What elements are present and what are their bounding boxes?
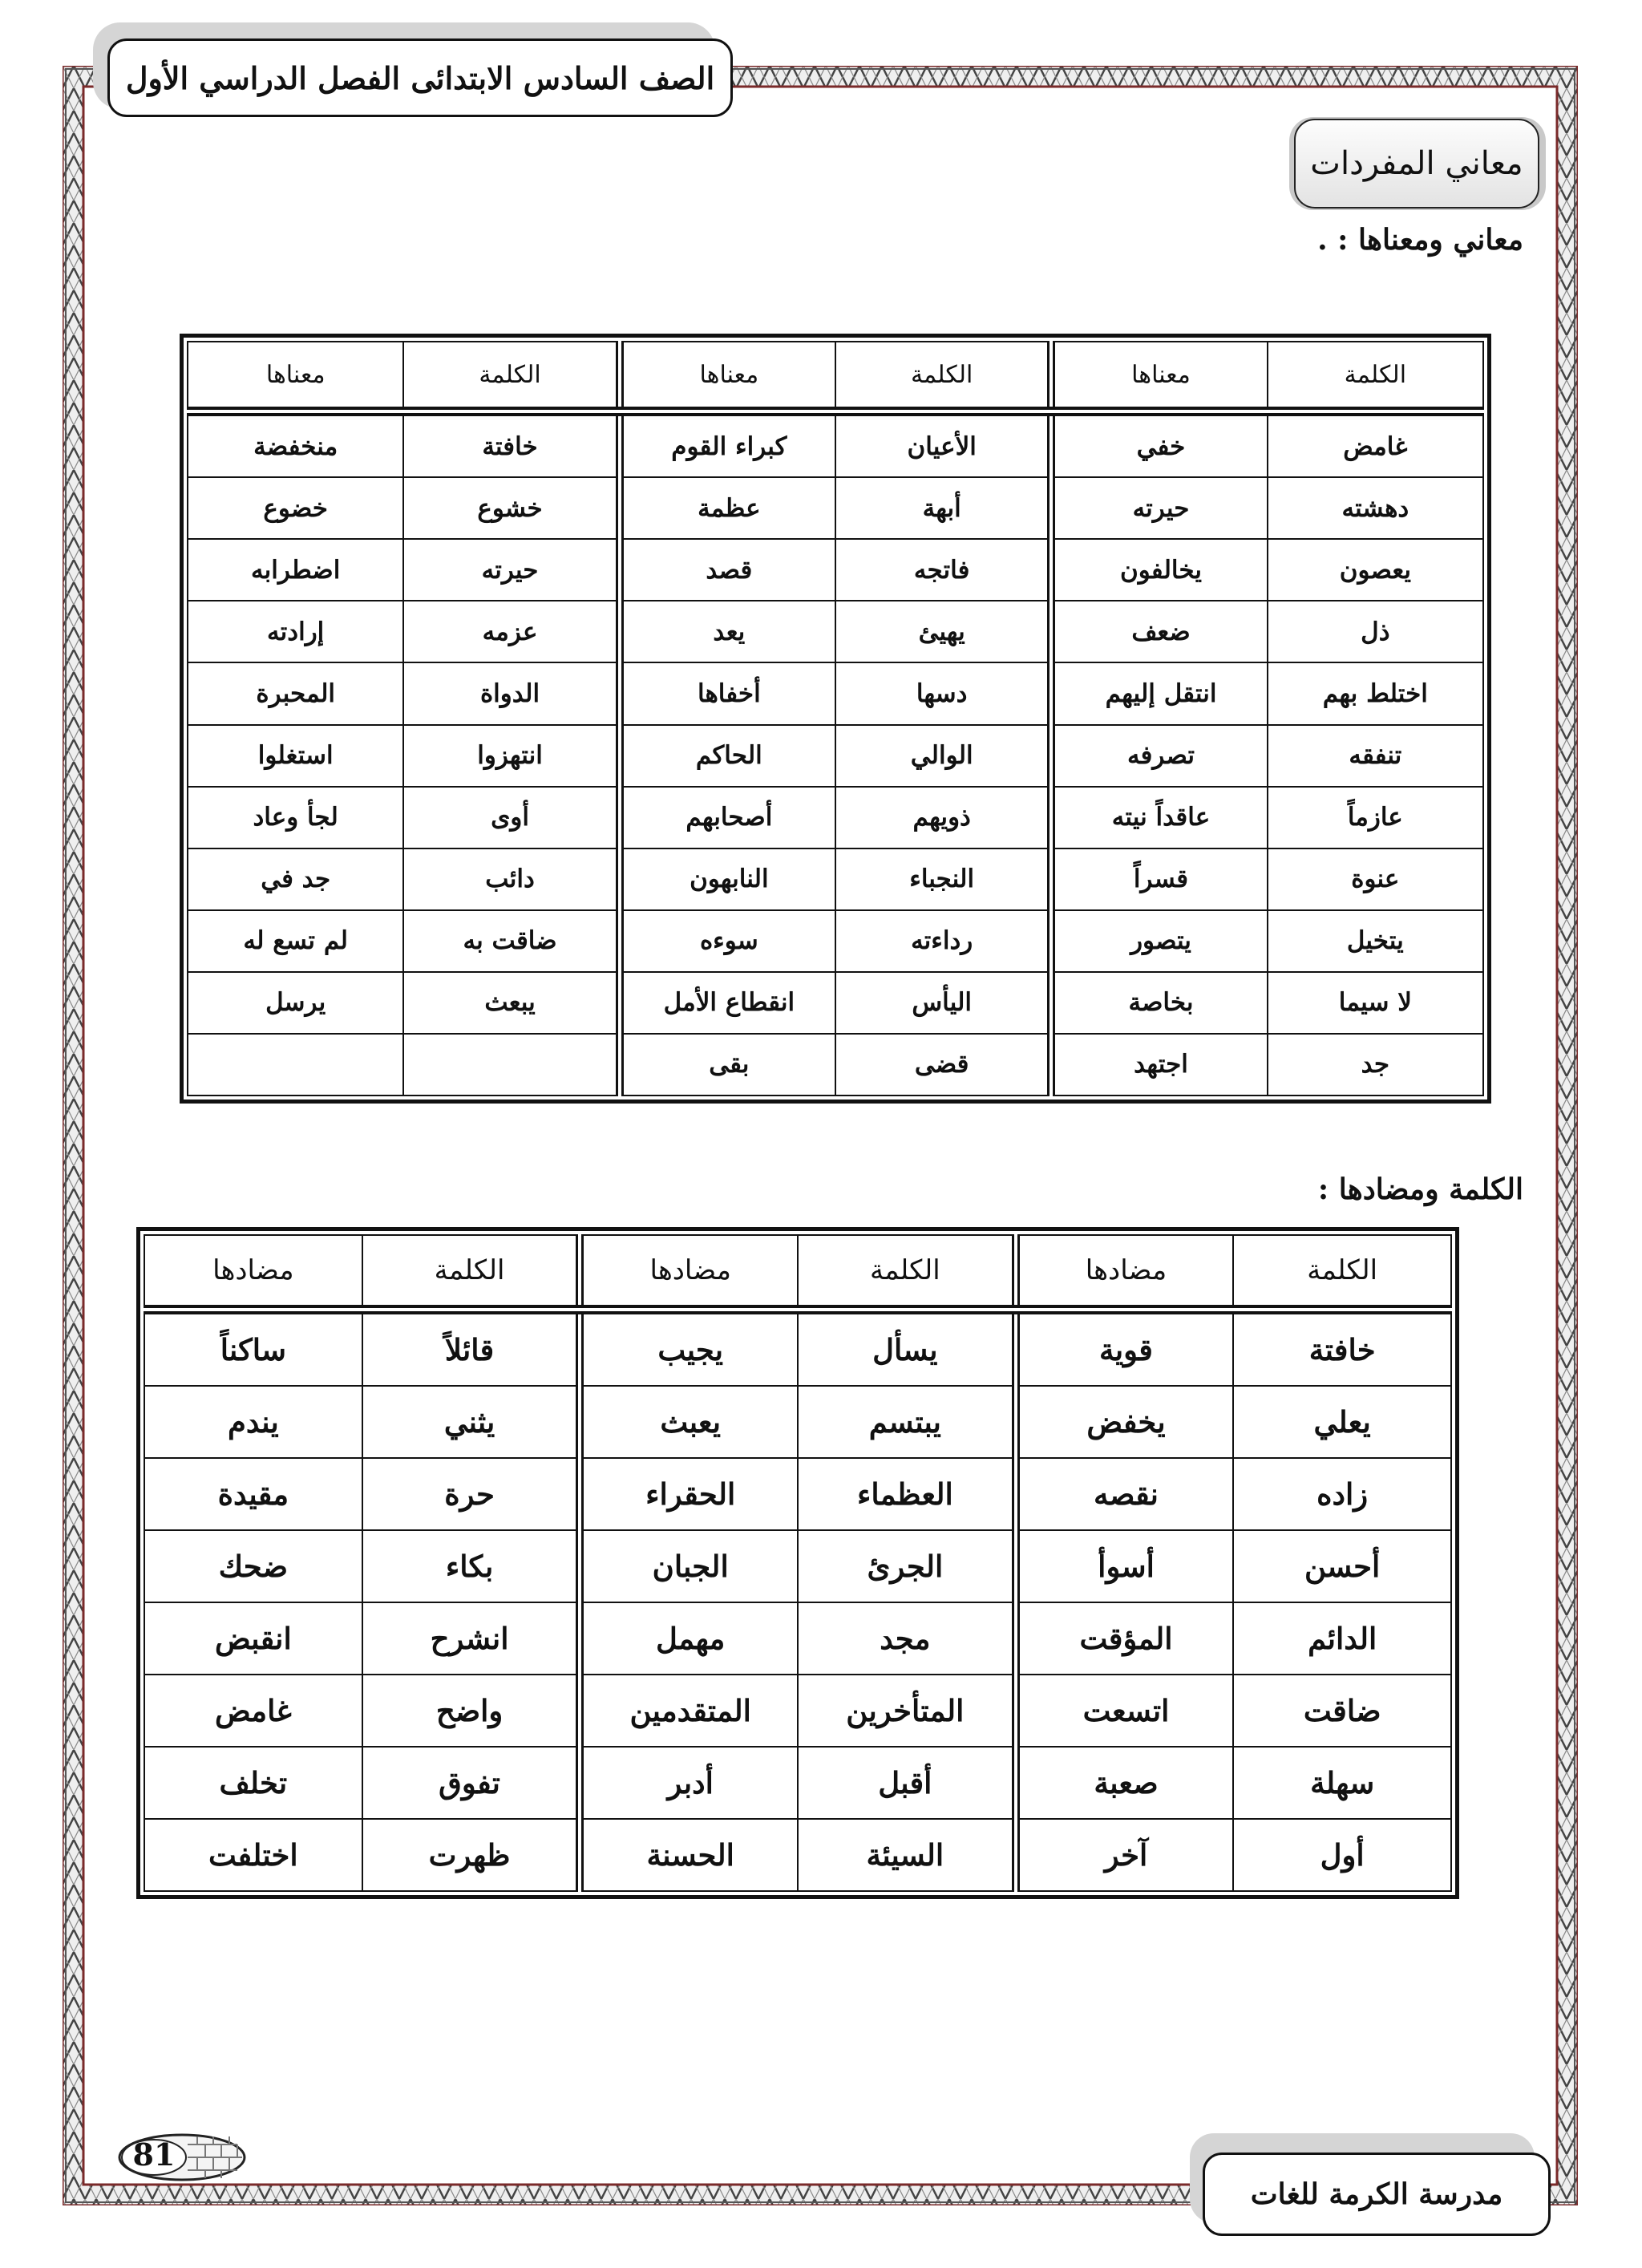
vocab-cell: انتقل إليهم: [1051, 662, 1267, 724]
vocab-cell: لم تسع له: [188, 910, 403, 972]
antonym-cell: يسأل: [798, 1310, 1016, 1386]
antonym-cell: ساكناً: [144, 1310, 362, 1386]
table-row: [144, 1819, 1451, 1891]
antonym-cell: قائلاً: [362, 1310, 580, 1386]
vocab-cell: خافتة: [403, 411, 619, 477]
antonym-cell: يثني: [362, 1386, 580, 1458]
antonym-cell: يعلي: [1233, 1386, 1451, 1458]
vocab-cell: ذويهم: [835, 787, 1051, 848]
vocab-cell: [188, 1034, 403, 1096]
vocab-cell: اجتهد: [1051, 1034, 1267, 1096]
antonym-cell: انشرح: [362, 1602, 580, 1675]
vocab-cell: تصرفه: [1051, 725, 1267, 787]
vocab-cell: الوالي: [835, 725, 1051, 787]
antonym-cell: أدبر: [580, 1747, 798, 1819]
vocab-header-cell: الكلمة: [403, 342, 619, 411]
table-row: [188, 601, 1483, 662]
antonym-cell: يندم: [144, 1386, 362, 1458]
antonym-cell: تخلف: [144, 1747, 362, 1819]
antonym-cell: اتسعت: [1016, 1675, 1234, 1747]
antonym-cell: يجيب: [580, 1310, 798, 1386]
table-row: [144, 1747, 1451, 1819]
vocab-cell: منخفضة: [188, 411, 403, 477]
antonym-cell: آخر: [1016, 1819, 1234, 1891]
antonym-cell: مقيدة: [144, 1458, 362, 1530]
vocab-cell: بقى: [620, 1034, 835, 1096]
vocab-cell: خفي: [1051, 411, 1267, 477]
vocab-cell: خشوع: [403, 477, 619, 539]
antonym-cell: أحسن: [1233, 1530, 1451, 1602]
antonym-header-cell: الكلمة: [798, 1235, 1016, 1310]
vocab-cell: لجأ وعاد: [188, 787, 403, 848]
vocab-cell: يخالفون: [1051, 539, 1267, 601]
vocab-cell: ذل: [1268, 601, 1483, 662]
table-row: [144, 1458, 1451, 1530]
antonym-cell: انقبض: [144, 1602, 362, 1675]
antonym-cell: يعبث: [580, 1386, 798, 1458]
vocab-cell: الأعيان: [835, 411, 1051, 477]
vocab-cell: يتصور: [1051, 910, 1267, 972]
vocab-cell: كبراء القوم: [620, 411, 835, 477]
antonym-cell: غامض: [144, 1675, 362, 1747]
vocab-cell: تنفقه: [1268, 725, 1483, 787]
antonym-cell: المتقدمين: [580, 1675, 798, 1747]
vocab-header-cell: الكلمة: [835, 342, 1051, 411]
vocab-cell: إرادته: [188, 601, 403, 662]
vocab-cell: يعد: [620, 601, 835, 662]
vocab-cell: يرسل: [188, 972, 403, 1034]
antonym-cell: أول: [1233, 1819, 1451, 1891]
vocab-cell: الدواة: [403, 662, 619, 724]
table-row: [188, 662, 1483, 724]
vocab-cell: حيرته: [1051, 477, 1267, 539]
antonym-cell: الجبان: [580, 1530, 798, 1602]
table-row: [188, 910, 1483, 972]
antonym-cell: بكاء: [362, 1530, 580, 1602]
vocab-cell: قسراً: [1051, 848, 1267, 910]
vocab-cell: دهشته: [1268, 477, 1483, 539]
vocab-cell: لا سيما: [1268, 972, 1483, 1034]
vocab-cell: دسها: [835, 662, 1051, 724]
antonym-header-cell: مضادها: [1016, 1235, 1234, 1310]
table-row: [144, 1602, 1451, 1675]
vocab-cell: استغلوا: [188, 725, 403, 787]
vocab-header-cell: معناها: [188, 342, 403, 411]
antonym-cell: ضحك: [144, 1530, 362, 1602]
table-row: [188, 411, 1483, 477]
vocab-cell: عزمه: [403, 601, 619, 662]
antonym-cell: واضح: [362, 1675, 580, 1747]
vocab-cell: النابهون: [620, 848, 835, 910]
vocab-cell: عنوة: [1268, 848, 1483, 910]
antonym-cell: اختلفت: [144, 1819, 362, 1891]
antonym-cell: المؤقت: [1016, 1602, 1234, 1675]
antonym-cell: أسوأ: [1016, 1530, 1234, 1602]
antonym-cell: سهلة: [1233, 1747, 1451, 1819]
vocab-cell: فاتجه: [835, 539, 1051, 601]
vocab-cell: اختلط بهم: [1268, 662, 1483, 724]
vocab-cell: بخاصة: [1051, 972, 1267, 1034]
vocab-cell: عاقداً نيته: [1051, 787, 1267, 848]
vocab-header-cell: معناها: [1051, 342, 1267, 411]
vocab-cell: عازماً: [1268, 787, 1483, 848]
vocab-table: [187, 341, 1484, 1096]
antonym-cell: المتأخرين: [798, 1675, 1016, 1747]
section-badge: معاني المفردات: [1294, 119, 1539, 209]
vocab-cell: غامض: [1268, 411, 1483, 477]
vocab-cell: ضاقت به: [403, 910, 619, 972]
antonym-cell: يخفض: [1016, 1386, 1234, 1458]
school-name: مدرسة الكرمة للغات: [1203, 2153, 1551, 2236]
antonym-cell: صعبة: [1016, 1747, 1234, 1819]
table-row: [188, 477, 1483, 539]
table-row: [188, 725, 1483, 787]
antonym-cell: يبتسم: [798, 1386, 1016, 1458]
vocab-cell: اضطرابه: [188, 539, 403, 601]
vocab-table-container: [180, 334, 1491, 1104]
page-number: 81: [132, 2136, 176, 2173]
vocab-cell: [403, 1034, 619, 1096]
antonym-header-cell: مضادها: [144, 1235, 362, 1310]
vocab-cell: جد في: [188, 848, 403, 910]
vocab-cell: حيرته: [403, 539, 619, 601]
vocab-cell: عظمة: [620, 477, 835, 539]
antonyms-section-title: الكلمة ومضادها :: [1317, 1172, 1523, 1206]
antonym-header-cell: الكلمة: [1233, 1235, 1451, 1310]
table-row: [188, 848, 1483, 910]
antonym-cell: الحسنة: [580, 1819, 798, 1891]
table-row: [188, 539, 1483, 601]
vocab-cell: الحاكم: [620, 725, 835, 787]
vocab-cell: انقطاع الأمل: [620, 972, 835, 1034]
antonym-cell: تفوق: [362, 1747, 580, 1819]
vocab-cell: ضعف: [1051, 601, 1267, 662]
antonym-cell: أقبل: [798, 1747, 1016, 1819]
antonym-cell: نقصه: [1016, 1458, 1234, 1530]
vocab-section-title: معاني ومعناها : .: [1317, 223, 1523, 257]
vocab-cell: يهيئ: [835, 601, 1051, 662]
antonym-cell: ظهرت: [362, 1819, 580, 1891]
antonym-cell: خافتة: [1233, 1310, 1451, 1386]
antonym-cell: مجد: [798, 1602, 1016, 1675]
vocab-header-cell: الكلمة: [1268, 342, 1483, 411]
vocab-cell: دائب: [403, 848, 619, 910]
table-row: [144, 1386, 1451, 1458]
table-row: [144, 1530, 1451, 1602]
antonym-cell: ضاقت: [1233, 1675, 1451, 1747]
vocab-cell: أصحابهم: [620, 787, 835, 848]
vocab-cell: يعصون: [1268, 539, 1483, 601]
table-row: [144, 1310, 1451, 1386]
vocab-cell: اليأس: [835, 972, 1051, 1034]
antonym-header-cell: مضادها: [580, 1235, 798, 1310]
vocab-cell: جد: [1268, 1034, 1483, 1096]
vocab-cell: سوءه: [620, 910, 835, 972]
vocab-cell: قضى: [835, 1034, 1051, 1096]
antonym-cell: مهمل: [580, 1602, 798, 1675]
vocab-cell: انتهزوا: [403, 725, 619, 787]
vocab-cell: النجباء: [835, 848, 1051, 910]
antonym-cell: حرة: [362, 1458, 580, 1530]
table-row: [188, 787, 1483, 848]
vocab-cell: خضوع: [188, 477, 403, 539]
vocab-header-row: [188, 342, 1483, 411]
antonym-cell: قوية: [1016, 1310, 1234, 1386]
antonyms-header-row: [144, 1235, 1451, 1310]
antonym-header-cell: الكلمة: [362, 1235, 580, 1310]
vocab-cell: رداءته: [835, 910, 1051, 972]
antonym-cell: الحقراء: [580, 1458, 798, 1530]
antonyms-table: [144, 1234, 1452, 1892]
vocab-cell: أبهة: [835, 477, 1051, 539]
vocab-header-cell: معناها: [620, 342, 835, 411]
antonyms-table-container: [136, 1227, 1459, 1899]
vocab-cell: أخفاها: [620, 662, 835, 724]
vocab-cell: يتخيل: [1268, 910, 1483, 972]
antonym-cell: العظماء: [798, 1458, 1016, 1530]
antonym-cell: الجرئ: [798, 1530, 1016, 1602]
vocab-cell: يبعث: [403, 972, 619, 1034]
table-row: [188, 972, 1483, 1034]
vocab-cell: أوى: [403, 787, 619, 848]
antonym-cell: زاده: [1233, 1458, 1451, 1530]
antonym-cell: السيئة: [798, 1819, 1016, 1891]
antonym-cell: الدائم: [1233, 1602, 1451, 1675]
table-row: [144, 1675, 1451, 1747]
vocab-cell: قصد: [620, 539, 835, 601]
page-header-title: الصف السادس الابتدائى الفصل الدراسي الأول: [107, 38, 733, 117]
vocab-cell: المحبرة: [188, 662, 403, 724]
table-row: [188, 1034, 1483, 1096]
